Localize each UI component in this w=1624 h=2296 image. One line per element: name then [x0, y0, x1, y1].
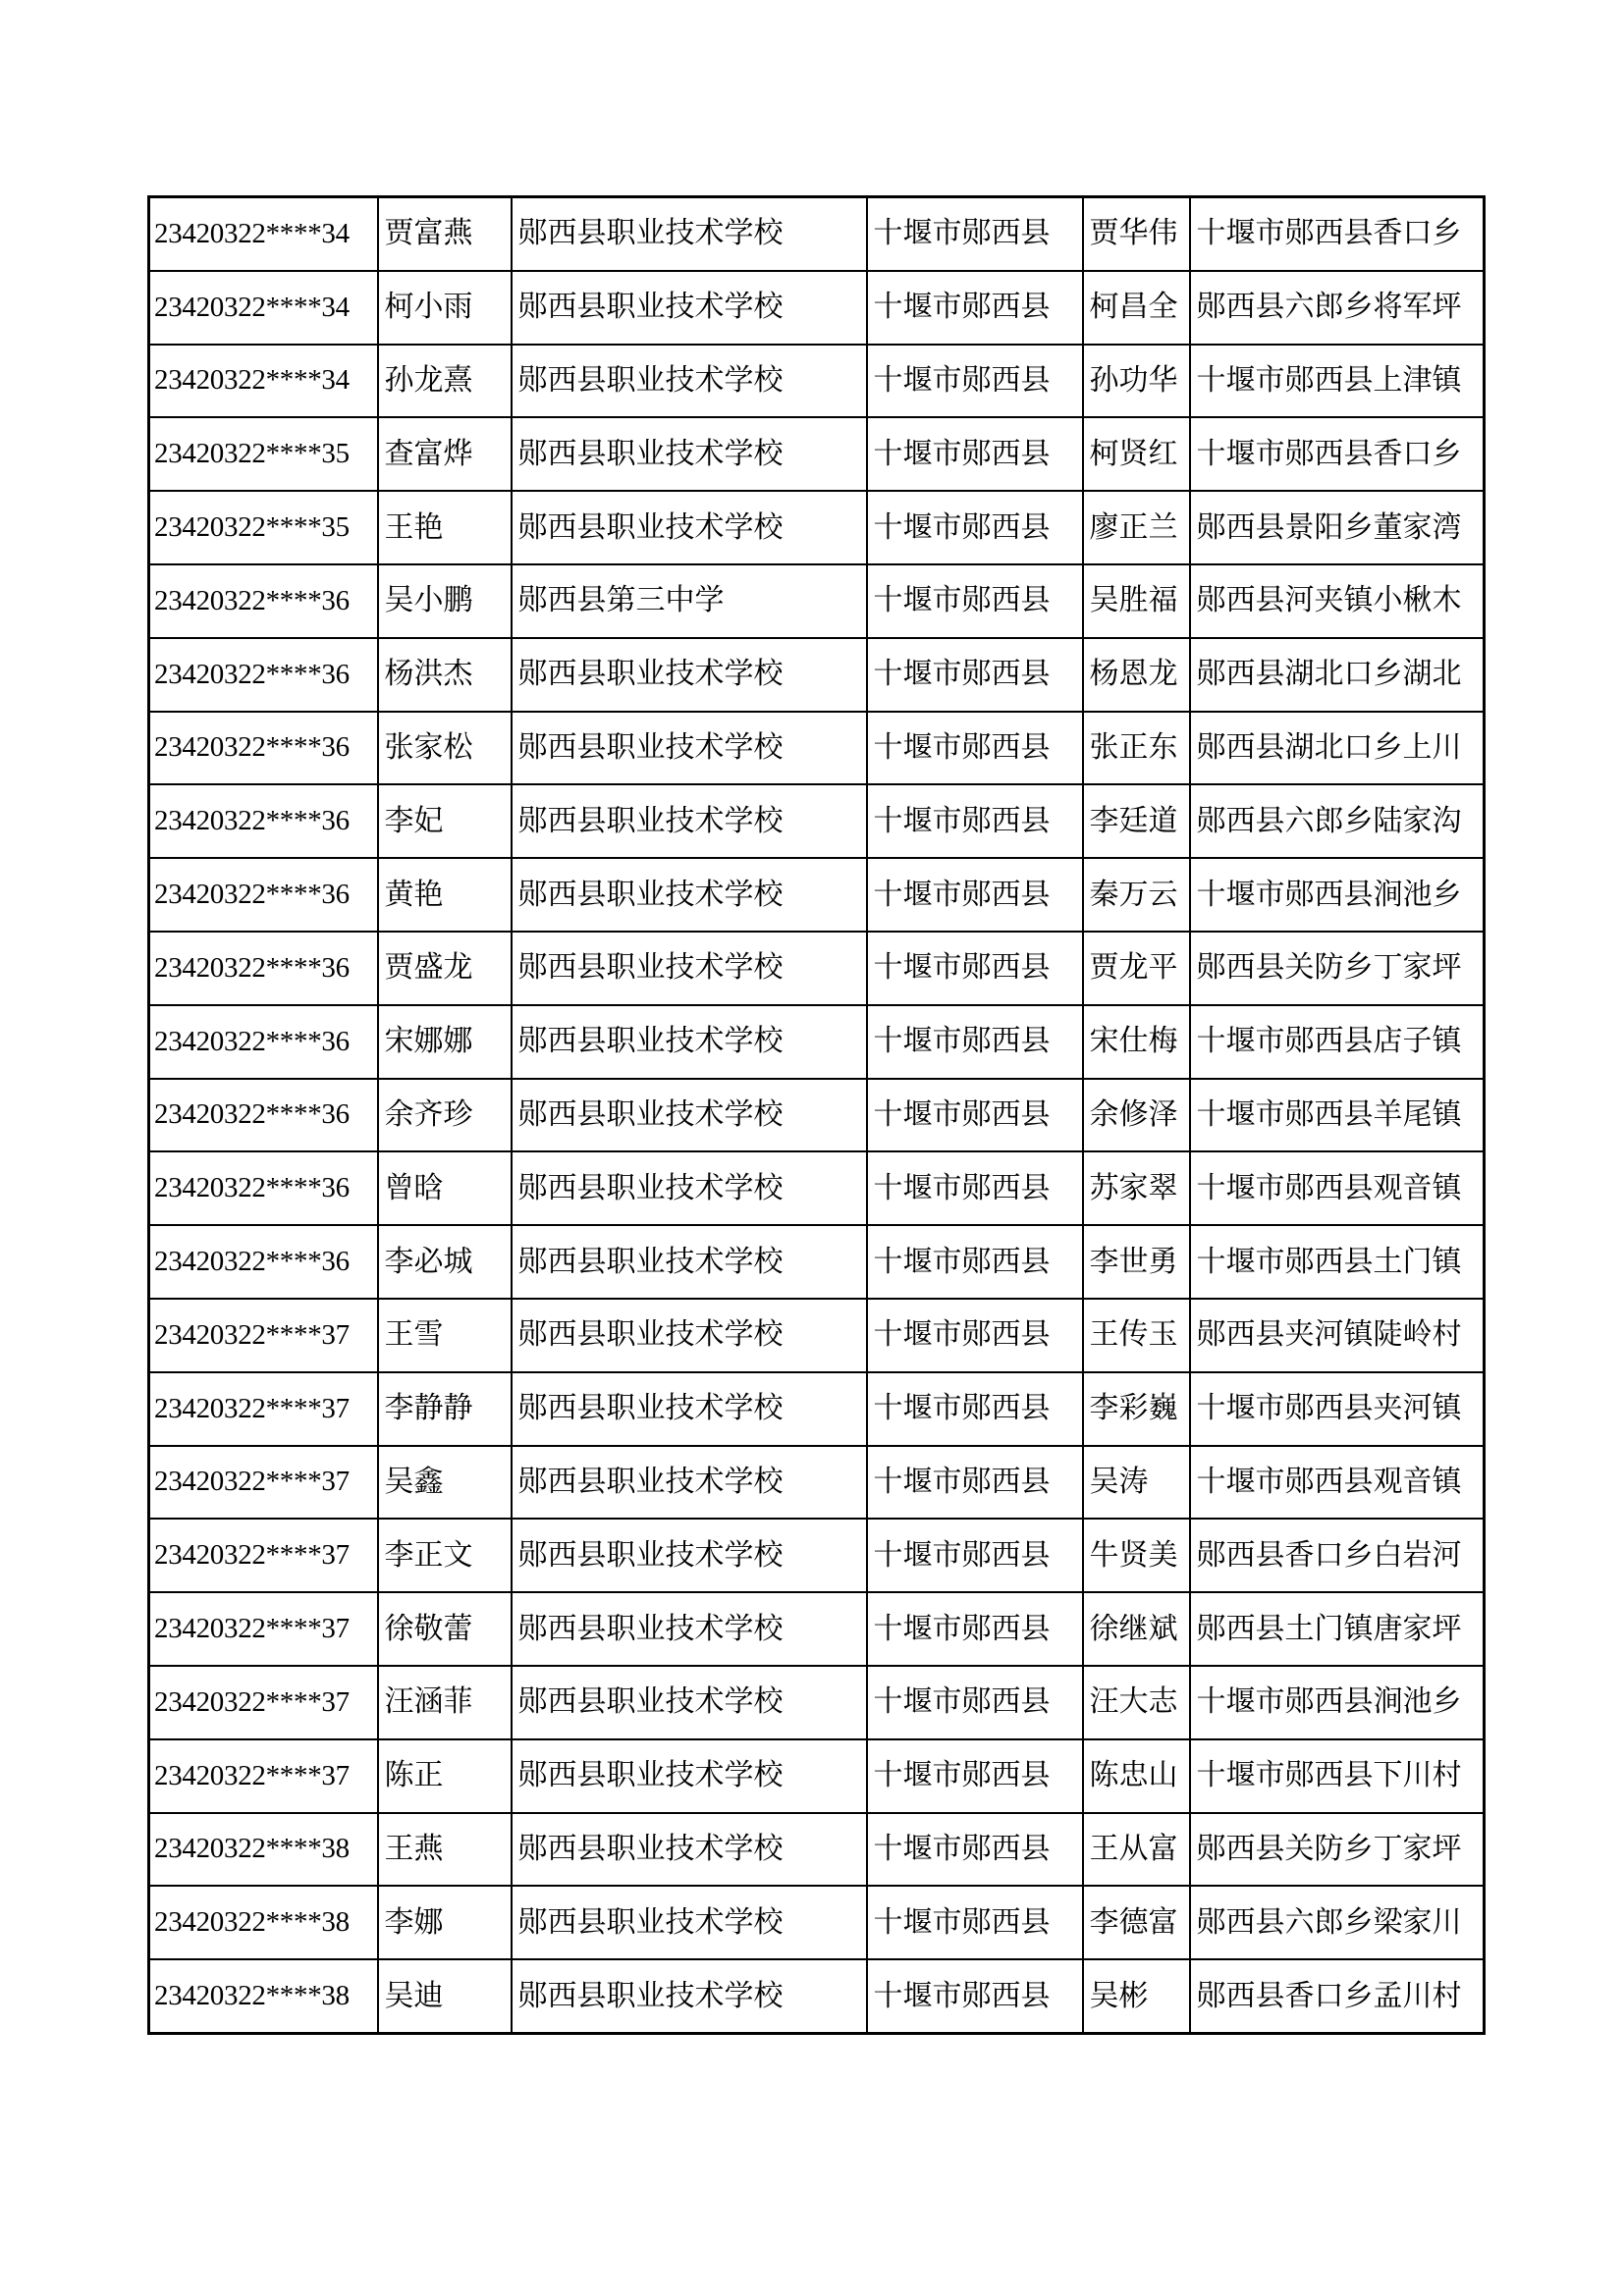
- address-cell: 十堰市郧西县香口乡: [1190, 417, 1485, 491]
- table-row: [149, 1519, 1485, 1592]
- id-cell: 23420322****36: [149, 1225, 378, 1299]
- student-name-cell: 吴小鹏: [378, 564, 512, 638]
- guardian-cell: 李世勇: [1083, 1225, 1190, 1299]
- city-cell: 十堰市郧西县: [867, 1592, 1083, 1666]
- table-row: [149, 1446, 1485, 1520]
- address-cell: 十堰市郧西县观音镇: [1190, 1151, 1485, 1225]
- city-cell: 十堰市郧西县: [867, 417, 1083, 491]
- school-cell: 郧西县职业技术学校: [512, 1886, 867, 1959]
- address-cell: 十堰市郧西县羊尾镇: [1190, 1079, 1485, 1152]
- school-cell: 郧西县职业技术学校: [512, 1592, 867, 1666]
- school-cell: 郧西县职业技术学校: [512, 932, 867, 1005]
- address-cell: 十堰市郧西县观音镇: [1190, 1446, 1485, 1520]
- address-cell: 十堰市郧西县下川村: [1190, 1739, 1485, 1813]
- address-cell: 十堰市郧西县涧池乡: [1190, 858, 1485, 932]
- id-cell: 23420322****37: [149, 1446, 378, 1520]
- id-cell: 23420322****37: [149, 1372, 378, 1446]
- table-row: [149, 197, 1485, 271]
- city-cell: 十堰市郧西县: [867, 1446, 1083, 1520]
- student-name-cell: 李娜: [378, 1886, 512, 1959]
- school-cell: 郧西县职业技术学校: [512, 638, 867, 712]
- city-cell: 十堰市郧西县: [867, 1739, 1083, 1813]
- school-cell: 郧西县职业技术学校: [512, 1739, 867, 1813]
- student-name-cell: 吴鑫: [378, 1446, 512, 1520]
- address-cell: 十堰市郧西县夹河镇: [1190, 1372, 1485, 1446]
- table-row: [149, 1151, 1485, 1225]
- address-cell: 十堰市郧西县土门镇: [1190, 1225, 1485, 1299]
- guardian-cell: 贾龙平: [1083, 932, 1190, 1005]
- guardian-cell: 宋仕梅: [1083, 1005, 1190, 1079]
- id-cell: 23420322****38: [149, 1813, 378, 1887]
- student-name-cell: 汪涵菲: [378, 1666, 512, 1739]
- address-cell: 郧西县六郎乡陆家沟: [1190, 784, 1485, 858]
- city-cell: 十堰市郧西县: [867, 1959, 1083, 2033]
- address-cell: 十堰市郧西县香口乡: [1190, 197, 1485, 271]
- city-cell: 十堰市郧西县: [867, 784, 1083, 858]
- id-cell: 23420322****36: [149, 1151, 378, 1225]
- guardian-cell: 柯贤红: [1083, 417, 1190, 491]
- table-row: [149, 1666, 1485, 1739]
- student-name-cell: 曾晗: [378, 1151, 512, 1225]
- student-name-cell: 宋娜娜: [378, 1005, 512, 1079]
- school-cell: 郧西县职业技术学校: [512, 1813, 867, 1887]
- city-cell: 十堰市郧西县: [867, 1886, 1083, 1959]
- address-cell: 十堰市郧西县涧池乡: [1190, 1666, 1485, 1739]
- guardian-cell: 陈忠山: [1083, 1739, 1190, 1813]
- student-name-cell: 吴迪: [378, 1959, 512, 2033]
- guardian-cell: 苏家翠: [1083, 1151, 1190, 1225]
- student-roster-table: [147, 195, 1486, 2035]
- guardian-cell: 王传玉: [1083, 1299, 1190, 1372]
- table-row: [149, 858, 1485, 932]
- city-cell: 十堰市郧西县: [867, 1299, 1083, 1372]
- school-cell: 郧西县职业技术学校: [512, 1005, 867, 1079]
- guardian-cell: 李彩巍: [1083, 1372, 1190, 1446]
- id-cell: 23420322****36: [149, 712, 378, 785]
- guardian-cell: 柯昌全: [1083, 271, 1190, 345]
- table-row: [149, 491, 1485, 564]
- city-cell: 十堰市郧西县: [867, 197, 1083, 271]
- city-cell: 十堰市郧西县: [867, 1079, 1083, 1152]
- school-cell: 郧西县职业技术学校: [512, 1079, 867, 1152]
- school-cell: 郧西县职业技术学校: [512, 1666, 867, 1739]
- table-row: [149, 1959, 1485, 2033]
- city-cell: 十堰市郧西县: [867, 858, 1083, 932]
- guardian-cell: 吴彬: [1083, 1959, 1190, 2033]
- city-cell: 十堰市郧西县: [867, 932, 1083, 1005]
- address-cell: 十堰市郧西县上津镇: [1190, 345, 1485, 418]
- student-name-cell: 王燕: [378, 1813, 512, 1887]
- school-cell: 郧西县职业技术学校: [512, 712, 867, 785]
- school-cell: 郧西县第三中学: [512, 564, 867, 638]
- city-cell: 十堰市郧西县: [867, 1666, 1083, 1739]
- id-cell: 23420322****36: [149, 784, 378, 858]
- table-row: [149, 1079, 1485, 1152]
- id-cell: 23420322****36: [149, 1005, 378, 1079]
- id-cell: 23420322****37: [149, 1739, 378, 1813]
- table-row: [149, 1813, 1485, 1887]
- city-cell: 十堰市郧西县: [867, 564, 1083, 638]
- school-cell: 郧西县职业技术学校: [512, 491, 867, 564]
- address-cell: 郧西县景阳乡董家湾: [1190, 491, 1485, 564]
- school-cell: 郧西县职业技术学校: [512, 1151, 867, 1225]
- id-cell: 23420322****37: [149, 1519, 378, 1592]
- id-cell: 23420322****37: [149, 1299, 378, 1372]
- id-cell: 23420322****34: [149, 197, 378, 271]
- city-cell: 十堰市郧西县: [867, 1519, 1083, 1592]
- school-cell: 郧西县职业技术学校: [512, 1519, 867, 1592]
- city-cell: 十堰市郧西县: [867, 491, 1083, 564]
- student-name-cell: 王艳: [378, 491, 512, 564]
- address-cell: 郧西县关防乡丁家坪: [1190, 932, 1485, 1005]
- table-row: [149, 417, 1485, 491]
- table-row: [149, 345, 1485, 418]
- guardian-cell: 杨恩龙: [1083, 638, 1190, 712]
- guardian-cell: 廖正兰: [1083, 491, 1190, 564]
- address-cell: 郧西县香口乡孟川村: [1190, 1959, 1485, 2033]
- school-cell: 郧西县职业技术学校: [512, 1959, 867, 2033]
- id-cell: 23420322****34: [149, 271, 378, 345]
- table-row: [149, 271, 1485, 345]
- guardian-cell: 吴涛: [1083, 1446, 1190, 1520]
- id-cell: 23420322****36: [149, 1079, 378, 1152]
- address-cell: 郧西县六郎乡梁家川: [1190, 1886, 1485, 1959]
- address-cell: 郧西县河夹镇小楸木: [1190, 564, 1485, 638]
- student-name-cell: 贾盛龙: [378, 932, 512, 1005]
- school-cell: 郧西县职业技术学校: [512, 784, 867, 858]
- id-cell: 23420322****36: [149, 638, 378, 712]
- table-row: [149, 932, 1485, 1005]
- school-cell: 郧西县职业技术学校: [512, 1225, 867, 1299]
- school-cell: 郧西县职业技术学校: [512, 1446, 867, 1520]
- address-cell: 郧西县六郎乡将军坪: [1190, 271, 1485, 345]
- school-cell: 郧西县职业技术学校: [512, 197, 867, 271]
- school-cell: 郧西县职业技术学校: [512, 1299, 867, 1372]
- student-name-cell: 张家松: [378, 712, 512, 785]
- table-row: [149, 1299, 1485, 1372]
- address-cell: 郧西县关防乡丁家坪: [1190, 1813, 1485, 1887]
- table-row: [149, 712, 1485, 785]
- guardian-cell: 汪大志: [1083, 1666, 1190, 1739]
- city-cell: 十堰市郧西县: [867, 271, 1083, 345]
- city-cell: 十堰市郧西县: [867, 1813, 1083, 1887]
- table-row: [149, 784, 1485, 858]
- table-row: [149, 1739, 1485, 1813]
- id-cell: 23420322****37: [149, 1666, 378, 1739]
- id-cell: 23420322****34: [149, 345, 378, 418]
- table-row: [149, 564, 1485, 638]
- address-cell: 郧西县土门镇唐家坪: [1190, 1592, 1485, 1666]
- school-cell: 郧西县职业技术学校: [512, 345, 867, 418]
- id-cell: 23420322****35: [149, 417, 378, 491]
- student-name-cell: 王雪: [378, 1299, 512, 1372]
- id-cell: 23420322****36: [149, 932, 378, 1005]
- school-cell: 郧西县职业技术学校: [512, 1372, 867, 1446]
- city-cell: 十堰市郧西县: [867, 1372, 1083, 1446]
- guardian-cell: 徐继斌: [1083, 1592, 1190, 1666]
- table-row: [149, 1592, 1485, 1666]
- student-name-cell: 贾富燕: [378, 197, 512, 271]
- student-name-cell: 陈正: [378, 1739, 512, 1813]
- city-cell: 十堰市郧西县: [867, 1151, 1083, 1225]
- school-cell: 郧西县职业技术学校: [512, 417, 867, 491]
- guardian-cell: 李德富: [1083, 1886, 1190, 1959]
- student-name-cell: 杨洪杰: [378, 638, 512, 712]
- address-cell: 郧西县香口乡白岩河: [1190, 1519, 1485, 1592]
- guardian-cell: 吴胜福: [1083, 564, 1190, 638]
- id-cell: 23420322****36: [149, 858, 378, 932]
- student-name-cell: 柯小雨: [378, 271, 512, 345]
- city-cell: 十堰市郧西县: [867, 345, 1083, 418]
- city-cell: 十堰市郧西县: [867, 638, 1083, 712]
- city-cell: 十堰市郧西县: [867, 1225, 1083, 1299]
- school-cell: 郧西县职业技术学校: [512, 271, 867, 345]
- id-cell: 23420322****35: [149, 491, 378, 564]
- student-name-cell: 李妃: [378, 784, 512, 858]
- id-cell: 23420322****36: [149, 564, 378, 638]
- table-row: [149, 638, 1485, 712]
- student-name-cell: 黄艳: [378, 858, 512, 932]
- city-cell: 十堰市郧西县: [867, 712, 1083, 785]
- address-cell: 郧西县湖北口乡上川: [1190, 712, 1485, 785]
- table-row: [149, 1225, 1485, 1299]
- guardian-cell: 张正东: [1083, 712, 1190, 785]
- guardian-cell: 李廷道: [1083, 784, 1190, 858]
- guardian-cell: 孙功华: [1083, 345, 1190, 418]
- student-name-cell: 李静静: [378, 1372, 512, 1446]
- table-row: [149, 1372, 1485, 1446]
- student-name-cell: 查富烨: [378, 417, 512, 491]
- student-name-cell: 孙龙熹: [378, 345, 512, 418]
- student-name-cell: 徐敬蕾: [378, 1592, 512, 1666]
- roster-body: [149, 197, 1485, 2034]
- id-cell: 23420322****38: [149, 1886, 378, 1959]
- student-name-cell: 李正文: [378, 1519, 512, 1592]
- table-row: [149, 1005, 1485, 1079]
- address-cell: 郧西县湖北口乡湖北: [1190, 638, 1485, 712]
- address-cell: 十堰市郧西县店子镇: [1190, 1005, 1485, 1079]
- student-name-cell: 余齐珍: [378, 1079, 512, 1152]
- guardian-cell: 王从富: [1083, 1813, 1190, 1887]
- guardian-cell: 贾华伟: [1083, 197, 1190, 271]
- student-name-cell: 李必城: [378, 1225, 512, 1299]
- id-cell: 23420322****37: [149, 1592, 378, 1666]
- table-row: [149, 1886, 1485, 1959]
- city-cell: 十堰市郧西县: [867, 1005, 1083, 1079]
- address-cell: 郧西县夹河镇陡岭村: [1190, 1299, 1485, 1372]
- school-cell: 郧西县职业技术学校: [512, 858, 867, 932]
- guardian-cell: 余修泽: [1083, 1079, 1190, 1152]
- id-cell: 23420322****38: [149, 1959, 378, 2033]
- guardian-cell: 秦万云: [1083, 858, 1190, 932]
- guardian-cell: 牛贤美: [1083, 1519, 1190, 1592]
